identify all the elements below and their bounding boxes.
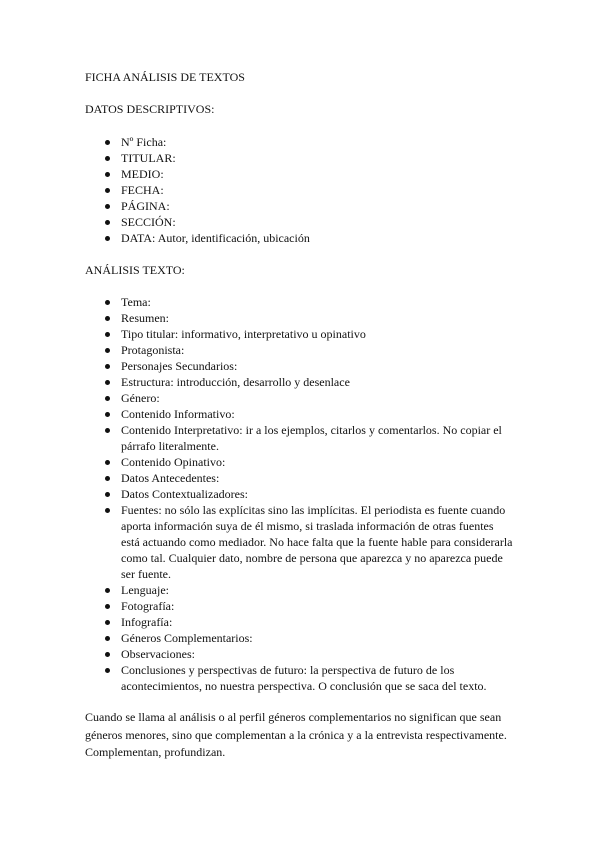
- text-analysis-list: [85, 294, 515, 694]
- bullet-icon: [105, 220, 110, 225]
- bullet-icon: [105, 348, 110, 353]
- list-item-text: FECHA:: [121, 183, 164, 197]
- list-item: [85, 150, 515, 166]
- list-item: [85, 214, 515, 230]
- text-analysis-heading: ANÁLISIS TEXTO:: [85, 263, 185, 277]
- list-item-text: Tipo titular: informativo, interpretativo u opinativo: [121, 327, 366, 341]
- list-item: [85, 582, 515, 598]
- list-item: [85, 374, 515, 390]
- bullet-icon: [105, 492, 110, 497]
- bullet-icon: [105, 460, 110, 465]
- list-item: [85, 502, 515, 582]
- list-item-text: Observaciones:: [121, 647, 195, 661]
- list-item-text: PÁGINA:: [121, 199, 170, 213]
- list-item: [85, 326, 515, 342]
- list-item: [85, 134, 515, 150]
- bullet-icon: [105, 332, 110, 337]
- list-item-text: Contenido Opinativo:: [121, 455, 226, 469]
- list-item-text: Infografía:: [121, 615, 173, 629]
- bullet-icon: [105, 636, 110, 641]
- list-item: [85, 230, 515, 246]
- bullet-icon: [105, 604, 110, 609]
- closing-note: Cuando se llama al análisis o al perfil géneros complementarios no significan que sean géneros menores, sino que complementan a la crónica y a la entrevista respectivamente. Complementan, profundizan.: [85, 710, 507, 759]
- list-item: [85, 182, 515, 198]
- list-item-text: SECCIÓN:: [121, 215, 176, 229]
- bullet-icon: [105, 396, 110, 401]
- bullet-icon: [105, 188, 110, 193]
- bullet-icon: [105, 476, 110, 481]
- list-item: [85, 454, 515, 470]
- list-item-text: Lenguaje:: [121, 583, 169, 597]
- bullet-icon: [105, 204, 110, 209]
- bullet-icon: [105, 620, 110, 625]
- list-item-text: Fuentes: no sólo las explícitas sino las implícitas. El periodista es fuente cuando aporta información suya de él mismo, si traslada información de otras fuentes está actuando como mediador. No hace falta que la fuente hable para considerarla como tal. Cualquier dato, nombre de persona que aparezca y no aparezca puede ser fuente.: [121, 503, 513, 581]
- document-title: FICHA ANÁLISIS DE TEXTOS: [85, 70, 245, 84]
- bullet-icon: [105, 588, 110, 593]
- bullet-icon: [105, 668, 110, 673]
- bullet-icon: [105, 508, 110, 513]
- list-item: [85, 630, 515, 646]
- list-item-text: Género:: [121, 391, 160, 405]
- list-item-text: DATA: Autor, identificación, ubicación: [121, 231, 310, 245]
- bullet-icon: [105, 380, 110, 385]
- list-item-text: Conclusiones y perspectivas de futuro: la perspectiva de futuro de los acontecimientos, no nuestra perspectiva. O conclusión que se saca del texto.: [121, 663, 487, 693]
- list-item: [85, 646, 515, 662]
- list-item-text: Datos Antecedentes:: [121, 471, 220, 485]
- descriptive-data-heading: DATOS DESCRIPTIVOS:: [85, 102, 215, 116]
- bullet-icon: [105, 236, 110, 241]
- bullet-icon: [105, 156, 110, 161]
- list-item: [85, 614, 515, 630]
- list-item: [85, 486, 515, 502]
- list-item: [85, 198, 515, 214]
- list-item: [85, 470, 515, 486]
- list-item-text: Géneros Complementarios:: [121, 631, 253, 645]
- list-item: [85, 422, 515, 454]
- list-item-text: Datos Contextualizadores:: [121, 487, 248, 501]
- list-item: [85, 662, 515, 694]
- list-item-text: MEDIO:: [121, 167, 164, 181]
- list-item: [85, 358, 515, 374]
- list-item-text: Estructura: introducción, desarrollo y desenlace: [121, 375, 350, 389]
- bullet-icon: [105, 300, 110, 305]
- list-item-text: Personajes Secundarios:: [121, 359, 238, 373]
- list-item: [85, 406, 515, 422]
- bullet-icon: [105, 652, 110, 657]
- bullet-icon: [105, 428, 110, 433]
- bullet-icon: [105, 172, 110, 177]
- bullet-icon: [105, 140, 110, 145]
- bullet-icon: [105, 364, 110, 369]
- list-item: [85, 342, 515, 358]
- list-item: [85, 166, 515, 182]
- list-item: [85, 294, 515, 310]
- list-item-text: Resumen:: [121, 311, 169, 325]
- list-item-text: TITULAR:: [121, 151, 176, 165]
- bullet-icon: [105, 412, 110, 417]
- list-item: [85, 390, 515, 406]
- list-item: [85, 598, 515, 614]
- bullet-icon: [105, 316, 110, 321]
- list-item-text: Nº Ficha:: [121, 135, 167, 149]
- list-item: [85, 310, 515, 326]
- list-item-text: Protagonista:: [121, 343, 185, 357]
- list-item-text: Tema:: [121, 295, 151, 309]
- list-item-text: Contenido Informativo:: [121, 407, 235, 421]
- list-item-text: Fotografía:: [121, 599, 175, 613]
- descriptive-data-list: [85, 134, 515, 246]
- list-item-text: Contenido Interpretativo: ir a los ejemplos, citarlos y comentarlos. No copiar el párrafo literalmente.: [121, 423, 502, 453]
